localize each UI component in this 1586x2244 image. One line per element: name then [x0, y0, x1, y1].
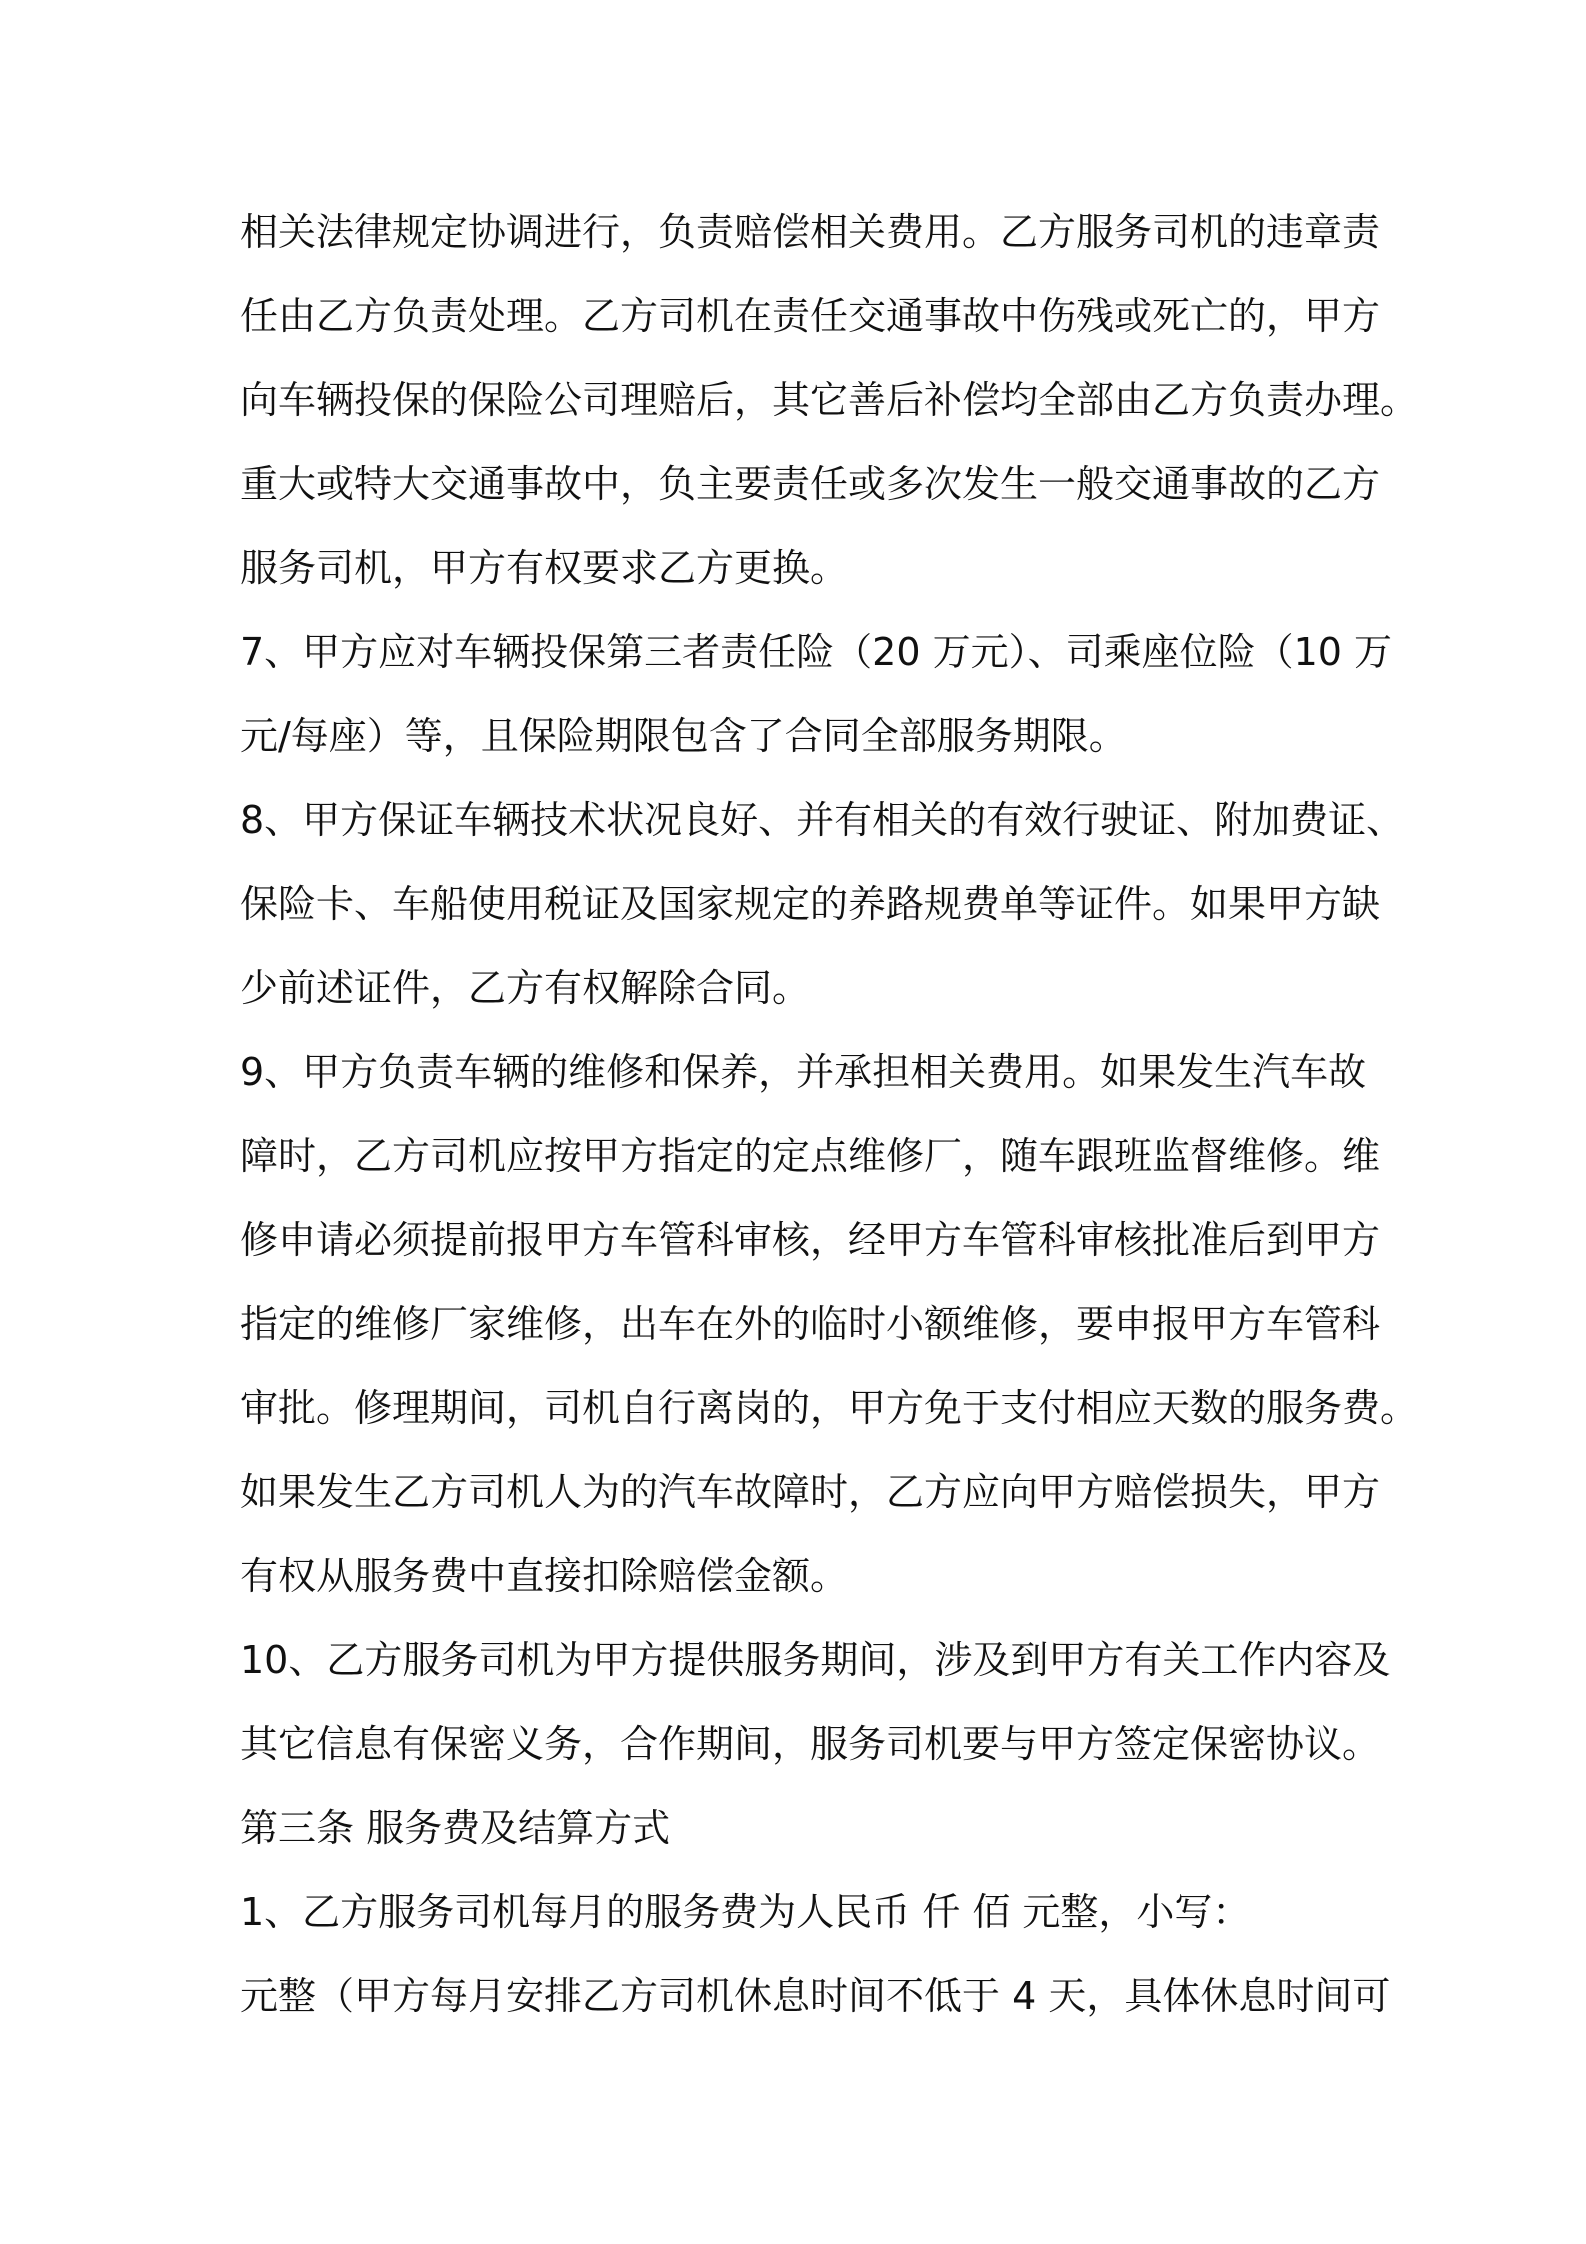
text-line: 有权从服务费中直接扣除赔偿金额。 — [240, 1554, 849, 1598]
clause-7-line: 7、甲方应对车辆投保第三者责任险（20 万元）、司乘座位险（10 万 — [240, 630, 1393, 674]
text-line: 任由乙方负责处理。乙方司机在责任交通事故中伤残或死亡的，甲方 — [240, 294, 1381, 338]
text-line: 指定的维修厂家维修，出车在外的临时小额维修，要申报甲方车管科 — [240, 1302, 1381, 1346]
fee-clause-line: 1、乙方服务司机每月的服务费为人民币 仟 佰 元整，小写： — [240, 1890, 1251, 1934]
clause-8-line: 8、甲方保证车辆技术状况良好、并有相关的有效行驶证、附加费证、 — [240, 798, 1405, 842]
contract-text — [240, 190, 1419, 2038]
text-line: 如果发生乙方司机人为的汽车故障时，乙方应向甲方赔偿损失，甲方 — [240, 1470, 1381, 1514]
clause-10-line: 10、乙方服务司机为甲方提供服务期间，涉及到甲方有关工作内容及 — [240, 1638, 1391, 1682]
text-line: 保险卡、车船使用税证及国家规定的养路规费单等证件。如果甲方缺 — [240, 882, 1381, 926]
text-line: 障时，乙方司机应按甲方指定的定点维修厂，随车跟班监督维修。维 — [240, 1134, 1381, 1178]
text-line: 服务司机，甲方有权要求乙方更换。 — [240, 546, 849, 590]
text-line: 审批。修理期间，司机自行离岗的，甲方免于支付相应天数的服务费。 — [240, 1386, 1419, 1430]
text-line: 少前述证件，乙方有权解除合同。 — [240, 966, 811, 1010]
text-line: 元/每座）等，且保险期限包含了合同全部服务期限。 — [240, 714, 1127, 758]
clause-9-line: 9、甲方负责车辆的维修和保养，并承担相关费用。如果发生汽车故 — [240, 1050, 1367, 1094]
text-line: 元整（甲方每月安排乙方司机休息时间不低于 4 天，具体休息时间可 — [240, 1974, 1391, 2018]
text-line: 相关法律规定协调进行，负责赔偿相关费用。乙方服务司机的违章责 — [240, 210, 1381, 254]
text-line: 重大或特大交通事故中，负主要责任或多次发生一般交通事故的乙方 — [240, 462, 1381, 506]
text-line: 修申请必须提前报甲方车管科审核，经甲方车管科审核批准后到甲方 — [240, 1218, 1381, 1262]
text-line: 向车辆投保的保险公司理赔后，其它善后补偿均全部由乙方负责办理。 — [240, 378, 1419, 422]
text-line: 其它信息有保密义务，合作期间，服务司机要与甲方签定保密协议。 — [240, 1722, 1381, 1766]
section-heading: 第三条 服务费及结算方式 — [240, 1806, 671, 1850]
